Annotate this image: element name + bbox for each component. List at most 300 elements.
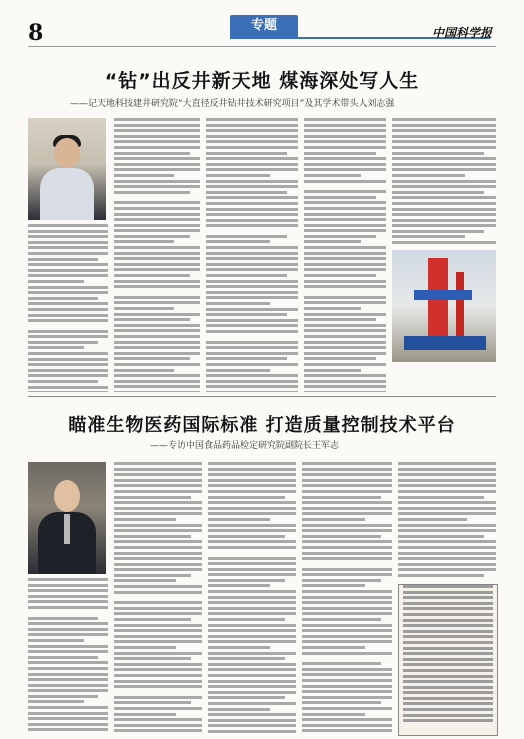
text-line	[206, 357, 287, 360]
text-line	[208, 590, 296, 593]
text-line	[114, 335, 200, 338]
text-line	[114, 263, 200, 266]
text-line	[28, 346, 84, 349]
newspaper-logo: 中国科学报	[432, 26, 493, 40]
text-line	[206, 385, 298, 388]
text-line	[206, 213, 298, 216]
text-line	[392, 241, 496, 244]
text-line	[28, 684, 108, 687]
text-line	[208, 490, 296, 493]
text-line	[114, 280, 200, 283]
drilling-rig-photo	[392, 250, 496, 362]
text-line	[392, 224, 496, 227]
text-line	[114, 380, 200, 383]
text-line	[302, 629, 392, 632]
text-line	[208, 680, 296, 683]
text-line	[302, 679, 392, 682]
text-line	[114, 324, 200, 327]
text-line	[114, 640, 202, 643]
text-line	[114, 235, 190, 238]
text-line	[114, 163, 200, 166]
text-line	[28, 717, 108, 720]
text-line	[302, 468, 392, 471]
text-line	[304, 224, 386, 227]
text-line	[208, 629, 296, 632]
text-line	[302, 473, 392, 476]
text-line	[208, 646, 270, 649]
text-line	[304, 180, 386, 183]
text-line	[28, 606, 108, 609]
text-line	[304, 218, 386, 221]
text-line	[208, 540, 296, 543]
text-line	[206, 257, 298, 260]
text-line	[28, 369, 108, 372]
text-line	[114, 318, 190, 321]
text-line	[302, 624, 392, 627]
text-line	[206, 263, 298, 266]
text-line	[302, 496, 381, 499]
text-line	[28, 645, 108, 648]
text-line	[114, 391, 200, 392]
text-line	[28, 712, 108, 715]
text-line	[208, 518, 270, 521]
text-line	[302, 701, 381, 704]
text-line	[28, 319, 108, 322]
text-line	[28, 252, 108, 255]
text-line	[206, 268, 298, 271]
text-line	[208, 529, 296, 532]
text-line	[304, 129, 386, 132]
text-line	[302, 535, 381, 538]
text-line	[392, 129, 496, 132]
text-line	[304, 252, 386, 255]
text-line	[28, 650, 108, 653]
text-line	[206, 324, 298, 327]
text-line	[114, 329, 200, 332]
text-line	[302, 518, 365, 521]
text-line	[206, 363, 298, 366]
text-line	[302, 568, 392, 571]
text-line	[114, 473, 202, 476]
text-line	[403, 641, 493, 644]
text-line	[114, 357, 190, 360]
text-line	[114, 529, 202, 532]
text-line	[302, 640, 392, 643]
text-line	[114, 724, 202, 727]
text-line	[208, 468, 296, 471]
text-line	[28, 700, 84, 703]
text-line	[28, 263, 108, 266]
text-line	[206, 352, 298, 355]
text-line	[114, 629, 202, 632]
text-line	[304, 352, 386, 355]
text-line	[392, 140, 496, 143]
text-line	[302, 552, 392, 555]
text-line	[28, 352, 108, 355]
text-line	[28, 308, 108, 311]
text-line	[28, 280, 84, 283]
text-line	[398, 535, 484, 538]
text-line	[114, 646, 176, 649]
article2-subtitle: ——专访中国食品药品检定研究院副院长王军志	[150, 441, 340, 451]
rig-beam	[414, 290, 472, 300]
text-line	[114, 618, 191, 621]
text-line	[208, 708, 270, 711]
text-line	[114, 507, 202, 510]
article2-column-3	[208, 462, 296, 734]
article-divider	[28, 396, 496, 397]
text-line	[114, 607, 202, 610]
text-line	[28, 706, 108, 709]
text-line	[114, 301, 200, 304]
text-line	[28, 274, 108, 277]
text-line	[208, 668, 296, 671]
text-line	[208, 479, 296, 482]
text-line	[208, 657, 285, 660]
text-line	[403, 596, 493, 599]
text-line	[208, 601, 296, 604]
article2-column-4	[302, 462, 392, 734]
text-line	[208, 484, 296, 487]
masthead-divider	[28, 46, 496, 47]
text-line	[28, 689, 108, 692]
section-tab: 专题	[230, 15, 298, 37]
text-line	[398, 512, 496, 515]
text-line	[304, 240, 361, 243]
text-line	[114, 180, 200, 183]
text-line	[208, 507, 296, 510]
text-line	[114, 285, 200, 288]
text-line	[208, 462, 296, 465]
text-line	[304, 318, 376, 321]
text-line	[28, 374, 108, 377]
text-line	[302, 713, 365, 716]
text-line	[392, 196, 496, 199]
text-line	[28, 286, 108, 289]
text-line	[208, 496, 285, 499]
text-line	[302, 646, 365, 649]
text-line	[206, 246, 298, 249]
article1-column-5	[392, 118, 496, 244]
text-line	[304, 213, 386, 216]
text-line	[114, 369, 174, 372]
text-line	[304, 196, 376, 199]
text-line	[28, 695, 98, 698]
text-line	[28, 297, 98, 300]
text-line	[114, 268, 200, 271]
text-line	[208, 652, 296, 655]
text-line	[302, 729, 392, 732]
text-line	[403, 680, 493, 683]
text-line	[206, 180, 298, 183]
text-line	[208, 607, 296, 610]
text-line	[114, 501, 202, 504]
text-line	[304, 369, 361, 372]
text-line	[28, 667, 108, 670]
text-line	[304, 346, 386, 349]
text-line	[403, 708, 493, 711]
text-line	[304, 341, 386, 344]
text-line	[304, 174, 361, 177]
text-line	[398, 546, 496, 549]
text-line	[398, 518, 467, 521]
text-line	[304, 118, 386, 121]
text-line	[304, 301, 386, 304]
text-line	[304, 274, 376, 277]
text-line	[392, 163, 496, 166]
text-line	[304, 268, 386, 271]
text-line	[206, 240, 270, 243]
text-line	[28, 246, 108, 249]
text-line	[206, 135, 298, 138]
text-line	[208, 535, 285, 538]
text-line	[302, 612, 392, 615]
text-line	[28, 600, 108, 603]
text-line	[114, 563, 202, 566]
text-line	[114, 346, 200, 349]
text-line	[392, 235, 465, 238]
text-line	[114, 174, 174, 177]
text-line	[304, 329, 386, 332]
text-line	[114, 168, 200, 171]
text-line	[114, 218, 200, 221]
text-line	[208, 685, 296, 688]
text-line	[302, 618, 381, 621]
text-line	[398, 484, 496, 487]
text-line	[304, 285, 386, 288]
text-line	[304, 357, 376, 360]
text-line	[114, 296, 200, 299]
text-line	[114, 624, 202, 627]
article2-column-2	[114, 462, 202, 734]
text-line	[114, 191, 190, 194]
text-line	[302, 573, 392, 576]
text-line	[114, 135, 200, 138]
text-line	[114, 652, 202, 655]
text-line	[302, 707, 392, 710]
text-line	[304, 263, 386, 266]
text-line	[392, 146, 496, 149]
text-line	[403, 602, 493, 605]
text-line	[304, 313, 386, 316]
text-line	[403, 613, 493, 616]
text-line	[403, 635, 493, 638]
text-line	[302, 596, 392, 599]
text-line	[392, 118, 496, 121]
text-line	[114, 152, 190, 155]
page-number: 8	[28, 20, 44, 46]
text-line	[114, 385, 200, 388]
text-line	[28, 589, 108, 592]
text-line	[114, 552, 202, 555]
text-line	[302, 690, 392, 693]
text-line	[206, 224, 298, 227]
text-line	[398, 496, 484, 499]
text-line	[114, 601, 202, 604]
text-line	[208, 663, 296, 666]
text-line	[206, 302, 270, 305]
text-line	[28, 656, 98, 659]
text-line	[403, 624, 493, 627]
article1-subtitle: ——记天地科技建井研究院“大直径反井钻井技术研究项目”及其学术带头人刘志强	[70, 99, 395, 109]
text-line	[403, 585, 493, 588]
text-line	[208, 596, 296, 599]
text-line	[302, 724, 392, 727]
text-line	[114, 468, 202, 471]
text-line	[28, 391, 108, 392]
text-line	[28, 728, 108, 731]
text-line	[114, 252, 200, 255]
text-line	[302, 546, 392, 549]
text-line	[392, 174, 465, 177]
text-line	[28, 302, 108, 305]
text-line	[206, 341, 298, 344]
text-line	[28, 358, 108, 361]
text-line	[206, 140, 298, 143]
sidebar-box	[398, 584, 498, 736]
text-line	[392, 135, 496, 138]
text-line	[28, 335, 108, 338]
text-line	[28, 628, 108, 631]
article1-title: “钻”出反井新天地 煤海深处写人生	[104, 70, 420, 92]
text-line	[28, 622, 108, 625]
text-line	[114, 140, 200, 143]
text-line	[28, 230, 108, 233]
text-line	[28, 578, 108, 581]
text-line	[114, 668, 202, 671]
text-line	[206, 280, 298, 283]
text-line	[208, 696, 285, 699]
text-line	[403, 691, 493, 694]
text-line	[403, 697, 493, 700]
text-line	[28, 678, 108, 681]
text-line	[392, 208, 496, 211]
text-line	[302, 685, 392, 688]
text-line	[304, 146, 386, 149]
text-line	[114, 685, 202, 688]
text-line	[403, 702, 493, 705]
text-line	[114, 124, 200, 127]
text-line	[28, 617, 98, 620]
text-line	[304, 157, 386, 160]
text-line	[206, 202, 298, 205]
text-line	[206, 374, 298, 377]
text-line	[398, 462, 496, 465]
text-line	[392, 168, 496, 171]
text-line	[114, 591, 202, 594]
text-line	[398, 529, 496, 532]
text-line	[302, 484, 392, 487]
text-line	[302, 696, 392, 699]
text-line	[302, 718, 392, 721]
text-line	[302, 590, 392, 593]
text-line	[114, 579, 176, 582]
text-line	[206, 191, 287, 194]
text-line	[114, 341, 200, 344]
text-line	[392, 213, 496, 216]
text-line	[304, 324, 386, 327]
text-line	[302, 635, 392, 638]
text-line	[206, 346, 298, 349]
text-line	[206, 146, 298, 149]
text-line	[114, 213, 200, 216]
text-line	[114, 718, 202, 721]
text-line	[208, 713, 296, 716]
text-line	[392, 202, 496, 205]
text-line	[304, 190, 386, 193]
text-line	[398, 473, 496, 476]
text-line	[114, 207, 200, 210]
article1-column-2	[114, 118, 200, 392]
text-line	[304, 124, 386, 127]
text-line	[206, 196, 298, 199]
text-line	[208, 573, 296, 576]
text-line	[302, 490, 392, 493]
text-line	[403, 663, 493, 666]
text-line	[28, 639, 84, 642]
text-line	[304, 296, 386, 299]
text-line	[403, 658, 493, 661]
text-line	[28, 235, 108, 238]
text-line	[114, 307, 174, 310]
text-line	[304, 163, 386, 166]
text-line	[392, 157, 496, 160]
text-line	[206, 118, 298, 121]
text-line	[114, 707, 202, 710]
text-line	[302, 512, 392, 515]
text-line	[403, 619, 493, 622]
text-line	[398, 552, 496, 555]
text-line	[114, 118, 200, 121]
text-line	[114, 540, 202, 543]
text-line	[114, 274, 190, 277]
text-line	[114, 585, 202, 588]
text-line	[304, 280, 386, 283]
text-line	[403, 675, 493, 678]
text-line	[302, 668, 392, 671]
portrait-head	[54, 480, 80, 512]
text-line	[114, 146, 200, 149]
text-line	[114, 518, 176, 521]
text-line	[114, 557, 202, 560]
text-line	[398, 490, 496, 493]
text-line	[28, 633, 108, 636]
text-line	[403, 719, 493, 722]
text-line	[208, 584, 270, 587]
text-line	[208, 719, 296, 722]
text-line	[206, 313, 287, 316]
text-line	[114, 524, 202, 527]
text-line	[206, 296, 298, 299]
text-line	[114, 574, 191, 577]
text-line	[208, 640, 296, 643]
text-line	[302, 524, 392, 527]
text-line	[208, 562, 296, 565]
text-line	[302, 652, 392, 655]
text-line	[114, 568, 202, 571]
text-line	[114, 657, 191, 660]
text-line	[206, 380, 298, 383]
text-line	[28, 595, 108, 598]
text-line	[206, 308, 298, 311]
text-line	[114, 546, 202, 549]
text-line	[28, 723, 108, 726]
text-line	[206, 208, 298, 211]
portrait-head	[54, 138, 80, 168]
text-line	[398, 479, 496, 482]
text-line	[114, 352, 200, 355]
text-line	[304, 257, 386, 260]
